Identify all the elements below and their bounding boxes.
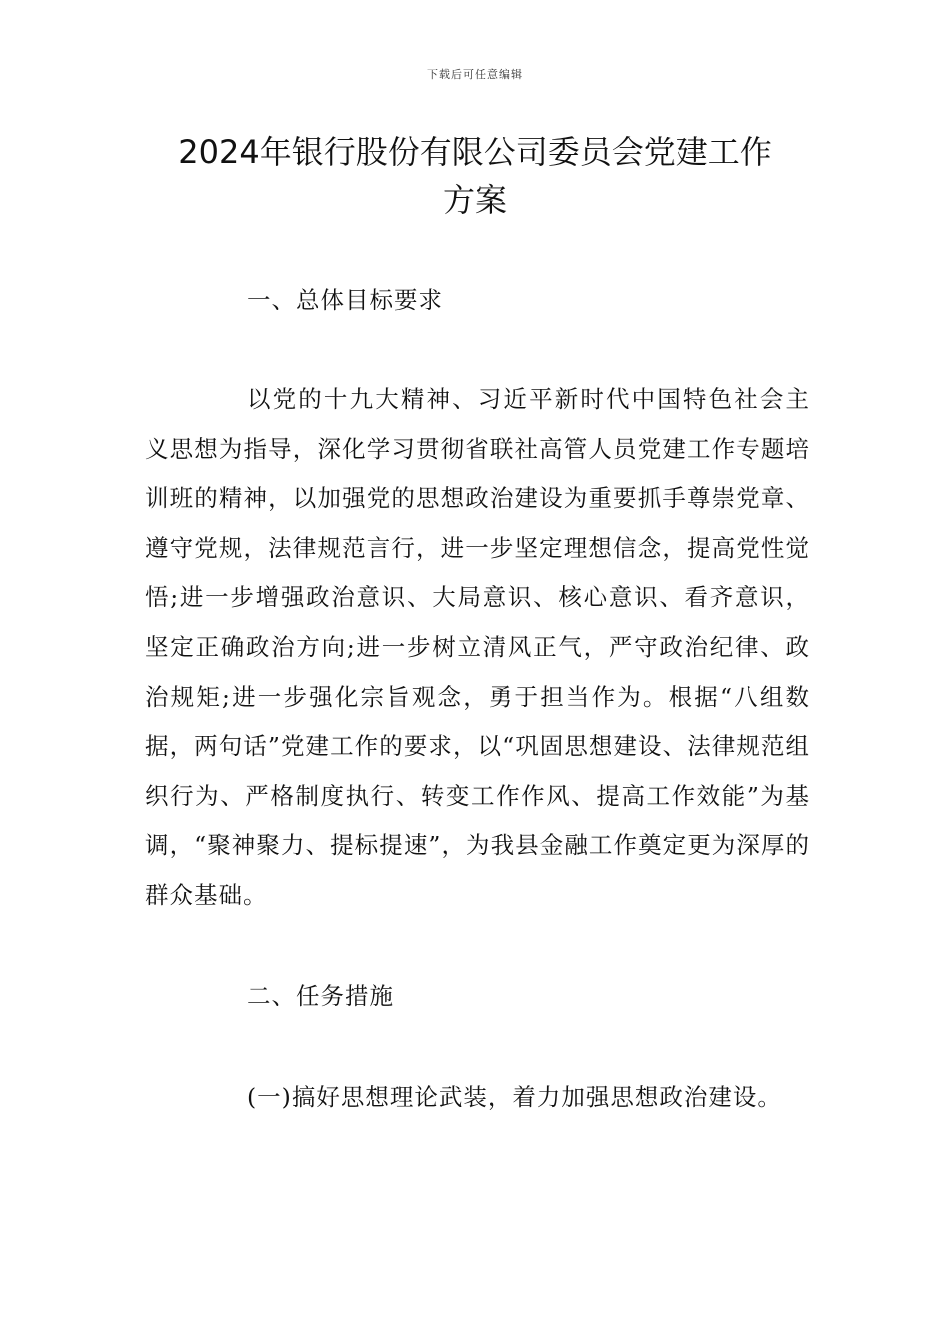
document-title [100,128,850,224]
header-note: 下载后可任意编辑 [427,68,523,81]
document-title-line-2: 方案 [442,181,507,219]
section-paragraph-1: 以党的十九大精神、习近平新时代中国特色社会主义思想为指导，深化学习贯彻省联社高管人员党建工作专题培训班的精神，以加强党的思想政治建设为重要抓手尊崇党章、遵守党规，法律规范言行，进一步坚定理想信念，提高党性觉悟;进一步增强政治意识、大局意识、核心意识、看齐意识，坚定正确政治方向;进一步树立清风正气，严守政治纪律、政治规矩;进一步强化宗旨观念，勇于担当作为。根据“八组数据，两句话”党建工作的要求，以“巩固思想建设、法律规范组织行为、严格制度执行、转变工作作风、提高工作效能”为基调，“聚神聚力、提标提速”，为我县金融工作奠定更为深厚的群众基础。 [145,385,810,909]
section-heading-2: 二、任务措施 [247,982,394,1010]
section-heading-1: 一、总体目标要求 [247,286,443,314]
subsection-heading-1: (一)搞好思想理论武装，着力加强思想政治建设。 [247,1083,782,1111]
document-title-line-1: 2024年银行股份有限公司委员会党建工作 [178,133,772,171]
